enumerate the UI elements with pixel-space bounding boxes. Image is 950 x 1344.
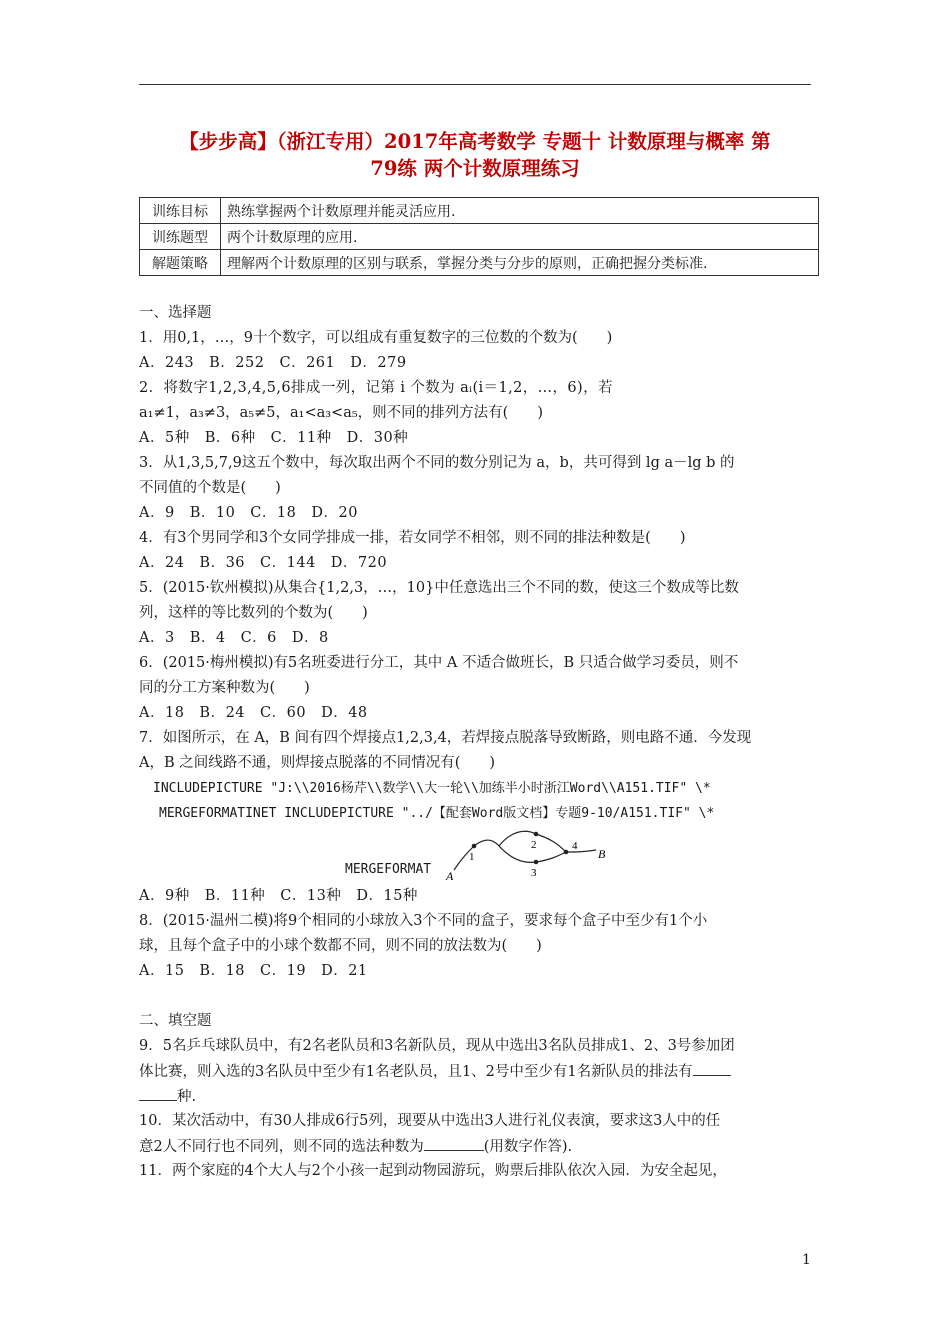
question-2-text-line2: a₁≠1，a₃≠3，a₅≠5，a₁<a₃<a₅，则不同的排列方法有( ): [139, 405, 543, 421]
junction-4-dot: [564, 850, 569, 855]
question-5-text-line2: 列，这样的等比数列的个数为( ): [139, 605, 368, 621]
top-rule: [139, 84, 811, 85]
label-a: A: [446, 869, 454, 883]
question-8-text-line2: 球，且每个盒子中的小球个数都不同，则不同的放法数为( ): [139, 938, 542, 954]
label-3: 3: [531, 867, 537, 879]
question-4-text: 4．有3个男同学和3个女同学排成一排，若女同学不相邻，则不同的排法种数是( ): [139, 530, 686, 546]
circuit-diagram: [444, 828, 614, 886]
document-title: [139, 128, 811, 182]
question-1-text: 1．用0,1，…，9十个数字，可以组成有重复数字的三位数的个数为( ): [139, 330, 613, 346]
question-10-text-b: (用数字作答).: [483, 1139, 573, 1155]
table-value-cell: 两个计数原理的应用.: [221, 224, 819, 250]
question-10-text-line1: 10．某次活动中，有30人排成6行5列，现要从中选出3人进行礼仪表演，要求这3人中的任: [139, 1113, 721, 1129]
table-label-cell: 训练题型: [140, 224, 221, 250]
table-value-cell: 理解两个计数原理的区别与联系，掌握分类与分步的原则，正确把握分类标准.: [221, 250, 819, 276]
include-field-code-2: MERGEFORMATINET INCLUDEPICTURE "../【配套Word版文档】专题9-10/A151.TIF" \*: [159, 806, 715, 821]
table-value-cell: 熟练掌握两个计数原理并能灵活应用.: [221, 198, 819, 224]
question-content: [139, 301, 821, 1184]
question-3-text-line1: 3．从1,3,5,7,9这五个数中，每次取出两个不同的数分别记为 a，b，共可得到 lg a－lg b 的: [139, 455, 735, 471]
question-2-text-line1: 2．将数字1,2,3,4,5,6排成一列，记第 i 个数为 aᵢ(i＝1,2，…，6)，若: [139, 380, 613, 396]
question-9-text-line3: [139, 1084, 821, 1109]
question-2-options: A．5种 B．6种 C．11种 D．30种: [139, 430, 409, 446]
question-3-text-line2: 不同值的个数是( ): [139, 480, 281, 496]
question-7-text-line1: 7．如图所示，在 A，B 间有四个焊接点1,2,3,4，若焊接点脱落导致断路，则电路不通．今发现: [139, 730, 752, 746]
question-5-text-line1: 5．(2015·钦州模拟)从集合{1,2,3，…，10}中任意选出三个不同的数，使这三个数成等比数: [139, 580, 739, 596]
table-row: [140, 250, 819, 276]
section-gap: [139, 984, 821, 1009]
title-line-2: 79练 两个计数原理练习: [370, 157, 580, 180]
question-9-unit: 种.: [177, 1089, 197, 1105]
label-1: 1: [469, 851, 475, 863]
question-8-text-line1: 8．(2015·温州二模)将9个相同的小球放入3个不同的盒子，要求每个盒子中至少有1个小: [139, 913, 708, 929]
question-10-text-a: 意2人不同行也不同列，则不同的选法种数为: [139, 1139, 424, 1155]
page-number: 1: [802, 1252, 811, 1268]
junction-2-dot: [534, 832, 539, 837]
merge-format-code: MERGEFORMAT: [345, 862, 432, 877]
question-7-figure-row: [139, 826, 821, 884]
question-1-options: A．243 B．252 C．261 D．279: [139, 355, 407, 371]
answer-blank[interactable]: [424, 1134, 484, 1151]
label-4: 4: [572, 840, 578, 852]
table-row: [140, 198, 819, 224]
question-8-options: A．15 B．18 C．19 D．21: [139, 963, 368, 979]
answer-blank[interactable]: [693, 1059, 731, 1076]
wire-1-junction: [474, 840, 499, 846]
table-row: [140, 224, 819, 250]
question-7-options: A．9种 B．11种 C．13种 D．15种: [139, 888, 418, 904]
question-6-text-line1: 6．(2015·梅州模拟)有5名班委进行分工，其中 A 不适合做班长，B 只适合做学习委员，则不: [139, 655, 739, 671]
question-7-text-line2: A，B 之间线路不通，则焊接点脱落的不同情况有( ): [139, 755, 496, 771]
training-info-table: [139, 197, 819, 276]
title-line-1: 【步步高】（浙江专用）2017年高考数学 专题十 计数原理与概率 第: [179, 130, 771, 153]
question-4-options: A．24 B．36 C．144 D．720: [139, 555, 388, 571]
question-9-text-line2-content: 体比赛，则入选的3名队员中至少有1名老队员，且1、2号中至少有1名新队员的排法有: [139, 1064, 693, 1080]
question-6-options: A．18 B．24 C．60 D．48: [139, 705, 368, 721]
question-9-text-line1: 9．5名乒乓球队员中，有2名老队员和3名新队员，现从中选出3名队员排成1、2、3号参加团: [139, 1038, 735, 1054]
include-field-code-1: INCLUDEPICTURE "J:\\2016杨芹\\数学\\大一轮\\加练半小时浙江Word\\A151.TIF" \*: [153, 781, 711, 796]
question-10-text-line2: [139, 1134, 821, 1159]
question-6-text-line2: 同的分工方案种数为( ): [139, 680, 310, 696]
wire-4-to-b: [566, 850, 596, 852]
label-b: B: [598, 847, 606, 861]
junction-1-dot: [472, 844, 477, 849]
question-5-options: A．3 B．4 C．6 D．8: [139, 630, 329, 646]
label-2: 2: [531, 839, 537, 851]
question-3-options: A．9 B．10 C．18 D．20: [139, 505, 358, 521]
junction-3-dot: [534, 860, 539, 865]
question-9-text-line2: [139, 1059, 821, 1084]
table-label-cell: 训练目标: [140, 198, 221, 224]
question-11-text-line1: 11．两个家庭的4个大人与2个小孩一起到动物园游玩，购票后排队依次入园．为安全起见，: [139, 1163, 727, 1179]
section-heading-choice: 一、选择题: [139, 305, 212, 321]
answer-blank-cont[interactable]: [139, 1084, 177, 1101]
section-heading-fill: 二、填空题: [139, 1013, 212, 1029]
table-label-cell: 解题策略: [140, 250, 221, 276]
